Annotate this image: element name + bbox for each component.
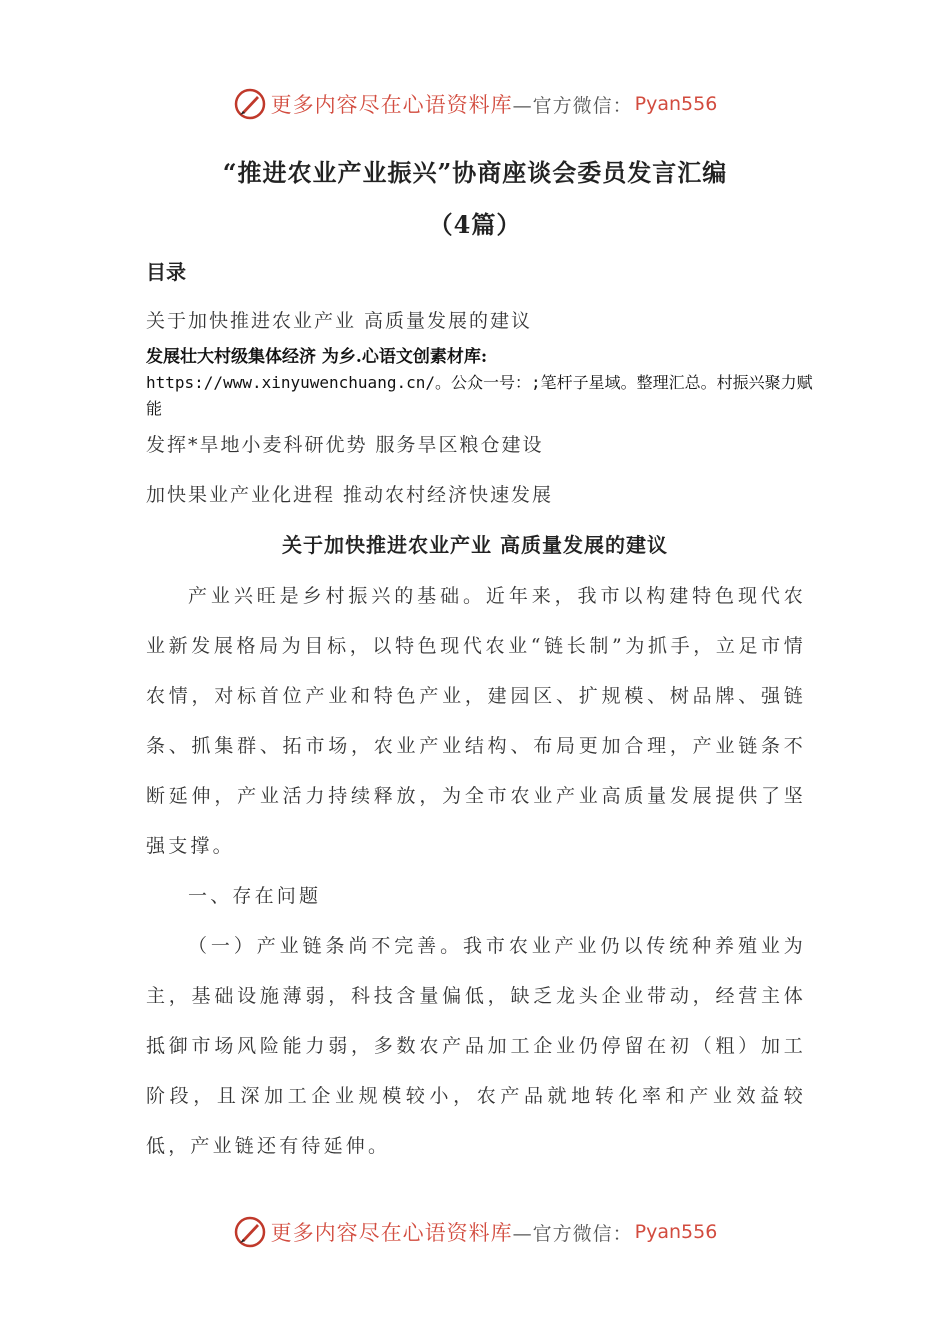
toc-item-4: 加快果业产业化进程 推动农村经济快速发展 [146,484,554,506]
toc-item-1: 关于加快推进农业产业 高质量发展的建议 [146,310,533,332]
banner-wechat-id: Pyan556 [634,93,718,115]
toc-item-2-line2: https://www.xinyuwenchuang.cn/。公众一号：;笔杆子星域。整理汇总。村振兴聚力赋能 [146,373,813,418]
document-subtitle: （4篇） [428,210,522,239]
footer-official-text: —官方微信： [512,1222,633,1245]
header-banner [0,84,950,124]
banner-brand-text: 更多内容尽在心语资料库 [270,93,513,117]
footer-brand-text: 更多内容尽在心语资料库 [270,1221,513,1245]
quill-pen-logo-icon [233,1215,267,1249]
section-title: 关于加快推进农业产业 高质量发展的建议 [282,533,668,557]
toc-item-2-line1: 发展壮大村级集体经济 为乡.心语文创素材库: [146,347,488,367]
quill-pen-logo-icon [233,87,267,121]
banner-official-text: —官方微信： [512,94,633,117]
body-paragraph-2: （一）产业链条尚不完善。我市农业产业仍以传统种养殖业为主，基础设施薄弱，科技含量偏低，缺乏龙头企业带动，经营主体抵御市场风险能力弱，多数农产品加工企业仍停留在初（粗）加工阶段，且深加工企业规模较小，农产品就地转化率和产业效益较低，产业链还有待延伸。 [146,935,806,1157]
toc-heading: 目录 [146,260,186,284]
document-title: “推进农业产业振兴”协商座谈会委员发言汇编 [222,158,728,187]
toc-item-3: 发挥*旱地小麦科研优势 服务旱区粮仓建设 [146,434,544,456]
footer-wechat-id: Pyan556 [634,1221,718,1243]
footer-banner [0,1212,950,1252]
body-paragraph-1: 产业兴旺是乡村振兴的基础。近年来，我市以构建特色现代农业新发展格局为目标，以特色现代农业“链长制”为抓手，立足市情农情，对标首位产业和特色产业，建园区、扩规模、树品牌、强链条、抓集群、拓市场，农业产业结构、布局更加合理，产业链条不断延伸，产业活力持续释放，为全市农业产业高质量发展提供了坚强支撑。 [146,585,806,857]
issues-heading: 一、存在问题 [188,885,322,907]
toc-item-2 [146,344,816,422]
